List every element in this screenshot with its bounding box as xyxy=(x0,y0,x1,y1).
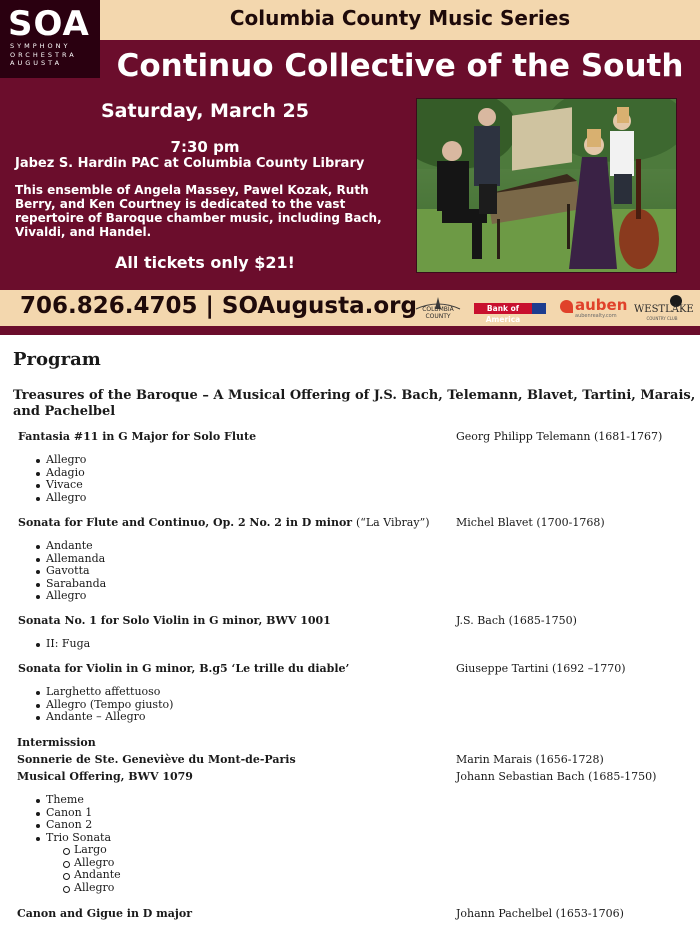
event-date: Saturday, March 25 xyxy=(100,100,309,122)
piece-title: Fantasia #11 in G Major for Solo Flute xyxy=(18,430,257,443)
movement-item: Theme xyxy=(46,794,121,807)
piece-composer: Johann Sebastian Bach (1685-1750) xyxy=(456,770,657,783)
sub-movement-item: Andante xyxy=(74,868,121,881)
trio-sonata-movements xyxy=(46,844,121,894)
auben-logo-icon xyxy=(560,300,573,313)
piece-composer: Michel Blavet (1700-1768) xyxy=(456,516,605,529)
movement-item: Allegro xyxy=(46,490,87,504)
program-subtitle: Treasures of the Baroque – A Musical Offering of J.S. Bach, Telemann, Blavet, Tartini, Marais, and Pachelbel xyxy=(13,388,696,419)
sponsor-bank-of-america xyxy=(474,295,546,324)
movement-list xyxy=(46,686,173,724)
series-bar xyxy=(100,0,700,40)
sponsor-westlake-sub: COUNTRY CLUB xyxy=(646,316,678,321)
series-title: Columbia County Music Series xyxy=(229,6,571,30)
piece-title: Sonnerie de Ste. Geneviève du Mont-de-Paris xyxy=(17,753,296,766)
movement-item: Allegro xyxy=(46,453,87,466)
program-heading: Program xyxy=(13,349,101,370)
sponsor-boa-label: Bank of America xyxy=(474,303,532,314)
piece-composer: Giuseppe Tartini (1692 –1770) xyxy=(456,662,626,675)
movement-item: Larghetto affettuoso xyxy=(46,686,173,699)
contact-bar xyxy=(0,290,700,326)
sub-movement-item: Allegro xyxy=(74,882,121,895)
sub-movement-item: Allegro xyxy=(74,857,121,870)
movement-item: Allegro (Tempo giusto) xyxy=(46,697,174,711)
movement-item: Vivace xyxy=(46,479,86,492)
piece-title: Musical Offering, BWV 1079 xyxy=(17,770,193,783)
event-venue: Jabez S. Hardin PAC at Columbia County Library xyxy=(15,156,365,171)
logo-name: SOA xyxy=(8,4,90,44)
piece-title: Canon and Gigue in D major xyxy=(17,907,193,920)
movement-item: Andante – Allegro xyxy=(46,711,173,724)
movement-item xyxy=(46,832,121,895)
movement-list xyxy=(46,638,90,651)
logo-subtitle: SYMPHONY ORCHESTRA AUGUSTA xyxy=(10,42,77,67)
piece-title: Sonata for Violin in G minor, B.g5 ‘Le trille du diable’ xyxy=(18,662,350,675)
event-description: This ensemble of Angela Massey, Pawel Kozak, Ruth Berry, and Ken Courtney is dedicated to the vast repertoire of Baroque chamber music, including Bach, Vivaldi, and Handel. xyxy=(15,183,382,239)
boa-flag-icon xyxy=(532,303,546,314)
event-time: 7:30 pm xyxy=(170,138,240,156)
movement-item: Adagio xyxy=(46,465,85,479)
movement-item: Allegro xyxy=(46,590,106,603)
piece-composer: Marin Marais (1656-1728) xyxy=(456,753,604,766)
movement-list xyxy=(46,454,86,504)
piece-composer: Johann Pachelbel (1653-1706) xyxy=(456,907,624,920)
intermission-label: Intermission xyxy=(17,736,96,749)
movement-item: Andante xyxy=(46,540,106,553)
sponsor-westlake-label: WESTLAKE xyxy=(634,304,694,315)
movement-item: Canon 1 xyxy=(46,807,121,820)
movement-item-label: Trio Sonata xyxy=(46,830,112,844)
movement-list xyxy=(46,794,121,894)
piece-composer: Georg Philipp Telemann (1681-1767) xyxy=(456,430,663,443)
sponsor-auben-label: auben xyxy=(575,296,628,314)
piece-title-text: Sonata for Flute and Continuo, Op. 2 No. 2 in D minor xyxy=(18,516,353,529)
event-title: Continuo Collective of the South xyxy=(116,48,684,84)
soa-logo[interactable] xyxy=(0,0,100,78)
ticket-price: All tickets only $21! xyxy=(115,253,295,272)
piece-title: Sonata No. 1 for Solo Violin in G minor, BWV 1001 xyxy=(18,614,331,627)
piece-composer: J.S. Bach (1685-1750) xyxy=(456,614,577,627)
movement-item: Gavotta xyxy=(46,565,106,578)
piece-nickname: (“La Vibray”) xyxy=(355,516,430,529)
sponsor-columbia-county-label: COLUMBIA COUNTY xyxy=(422,306,454,320)
event-banner xyxy=(0,0,700,335)
ensemble-photo xyxy=(416,98,677,273)
sponsor-columbia-county xyxy=(410,295,466,321)
movement-list xyxy=(46,540,106,603)
movement-item: II: Fuga xyxy=(46,637,91,650)
sponsor-auben xyxy=(560,295,626,321)
movement-item: Sarabanda xyxy=(46,576,107,590)
piece-title xyxy=(18,516,429,529)
movement-item: Canon 2 xyxy=(46,819,121,832)
sponsor-westlake xyxy=(634,295,694,321)
sub-movement-item: Largo xyxy=(74,844,121,857)
ensemble-photo-image xyxy=(417,99,677,273)
movement-item: Allemanda xyxy=(46,551,106,565)
contact-info[interactable]: 706.826.4705 | SOAugusta.org xyxy=(20,293,417,319)
sponsor-auben-url: aubenrealty.com xyxy=(575,313,617,319)
